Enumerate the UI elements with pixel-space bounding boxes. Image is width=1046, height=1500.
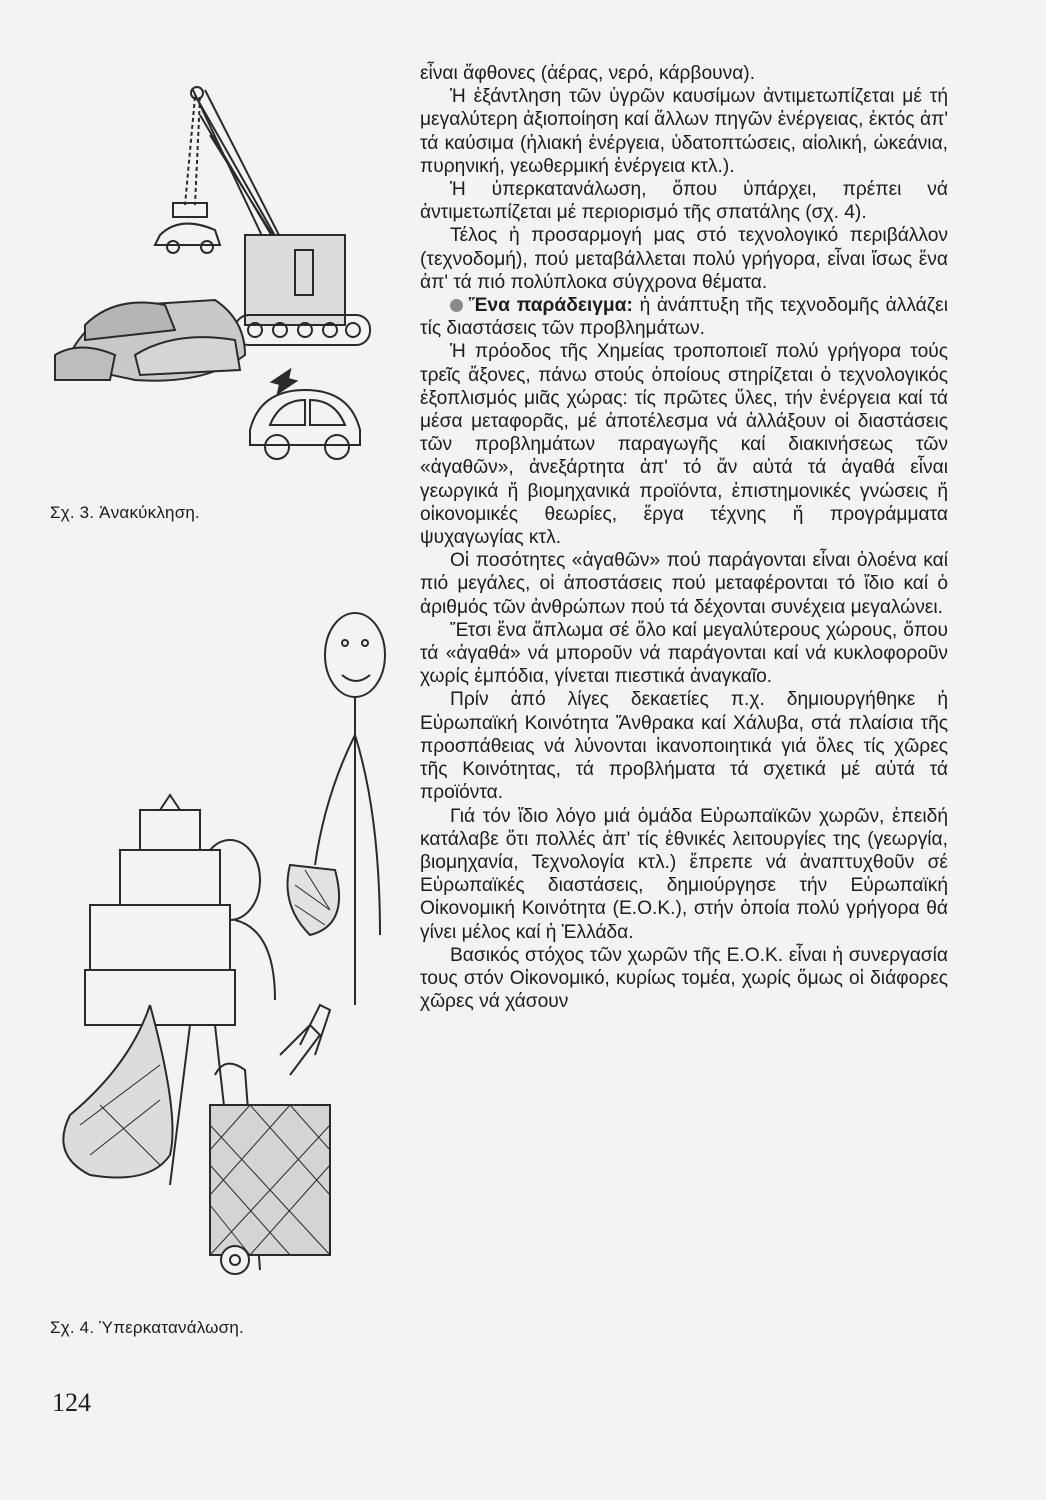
figure-3-caption: Σχ. 3. Ἀνακύκληση. [50,503,200,522]
crane-scrapyard-drawing [45,85,375,485]
figure-4-caption: Σχ. 4. Ὑπερκατανάλωση. [50,1318,244,1337]
paragraph: εἶναι ἄφθονες (ἀέρας, νερό, κάρβουνα). [420,63,756,84]
paragraph: Ἡ ὑπερκατανάλωση, ὅπου ὑπάρχει, πρέπει νά ἀντιμετωπίζεται μέ περιορισμό τῆς σπατάλης (σχ. 4). [420,179,948,224]
people-with-goods-drawing [40,605,420,1305]
figure-3-recycling-illustration [45,85,375,485]
paragraph: Πρίν ἀπό λίγες δεκαετίες π.χ. δημιουργήθηκε ἡ Εὐρωπαϊκή Κοινότητα Ἄνθρακα καί Χάλυβα, στά πλαίσια τῆς προσπάθειας νά λύνονται ἱκανοποιητικά γιά ὅλες τίς χῶρες τῆς Κοινότητας, τά προβλήματα τά σχετικά μέ αὐτά τά προϊόντα. [420,689,948,804]
figure-4-overconsumption-illustration [40,605,420,1305]
paragraph: Γιά τόν ἴδιο λόγο μιά ὁμάδα Εὐρωπαϊκῶν χωρῶν, ἐπειδή κατάλαβε ὅτι πολλές ἀπ' τίς ἐθνικές λειτουργίες της (γεωργία, βιομηχανία, Τεχνολογία κτλ.) ἔπρεπε νά ἀναπτυχθοῦν σέ Εὐρωπαϊκές διαστάσεις, δημιούργησε τήν Εὐρωπαϊκή Οἰκονομική Κοινότητα (Ε.Ο.Κ.), στήν ὁποία πολύ γρήγορα θά γίνει μέλος καί ἡ Ἑλλάδα. [420,805,948,943]
example-text: ἡ ἀνάπτυξη τῆς τεχνοδομῆς ἀλλάζει τίς διαστάσεις τῶν προβλημάτων. [420,295,948,340]
example-label: Ἕνα παράδειγμα: [469,295,633,317]
paragraph: Ἡ ἐξάντληση τῶν ὑγρῶν καυσίμων ἀντιμετωπίζεται μέ τή μεγαλύτερη ἀξιοποίηση καί ἄλλων πηγῶν ἐνέργειας, ἐκτός ἀπ' τά καύσιμα (ἡλιακή ἐνέργεια, ὑδατοπτώσεις, αἰολική, ὠκεάνια, πυρηνική, γεωθερμική ἐνέργεια κτλ.). [420,86,948,177]
paragraph: Τέλος ἡ προσαρμογή μας στό τεχνολογικό περιβάλλον (τεχνοδομή), πού μεταβάλλεται πολύ γρήγορα, εἶναι ἴσως ἕνα ἀπ' τά πιό πολύπλοκα σύγχρονα θέματα. [420,225,948,293]
main-text-column [420,62,948,1013]
paragraph: Βασικός στόχος τῶν χωρῶν τῆς Ε.Ο.Κ. εἶναι ἡ συνεργασία τους στόν Οἰκονομικό, κυρίως τομέα, χωρίς ὅμως οἱ διάφορες χῶρες νά χάσουν [420,944,948,1013]
paragraph: Ἡ πρόοδος τῆς Χημείας τροποποιεῖ πολύ γρήγορα τούς τρεῖς ἄξονες, πάνω στούς ὁποίους στηρίζεται ὁ τεχνολογικός ἐξοπλισμός μιᾶς χώρας: τίς πρῶτες ὕλες, τήν ἐνέργεια καί τά μέσα μεταφορᾶς, μέ ἀποτέλεσμα νά ἀλλάξουν οἱ διαστάσεις τῶν προβλημάτων παραγωγῆς καί διακινήσεως τῶν «ἀγαθῶν», ἀνεξάρτητα ἀπ' τό ἄν αὐτά τά ἀγαθά εἶναι γεωργικά ἤ βιομηχανικά προϊόντα, ἐπιστημονικές γνώσεις ἤ οἰκονομικές θεωρίες, ἔργα τέχνης ἤ προγράμματα ψυχαγωγίας κτλ. [420,341,948,549]
paragraph: Ἔτσι ἕνα ἅπλωμα σέ ὅλο καί μεγαλύτερους χώρους, ὅπου τά «ἀγαθά» νά μποροῦν νά παράγονται καί νά κυκλοφοροῦν χωρίς ἐμπόδια, γίνεται πιεστικά ἀναγκαῖο. [420,619,948,688]
page-number: 124 [52,1388,91,1417]
example-paragraph [420,294,948,340]
bullet-icon [450,299,463,312]
paragraph: Οἱ ποσότητες «ἀγαθῶν» πού παράγονται εἶναι ὁλοένα καί πιό μεγάλες, οἱ ἀποστάσεις πού μεταφέρονται τό ἴδιο καί ὁ ἀριθμός τῶν ἀνθρώπων πού τά δέχονται συνέχεια μεγαλώνει. [420,550,948,618]
